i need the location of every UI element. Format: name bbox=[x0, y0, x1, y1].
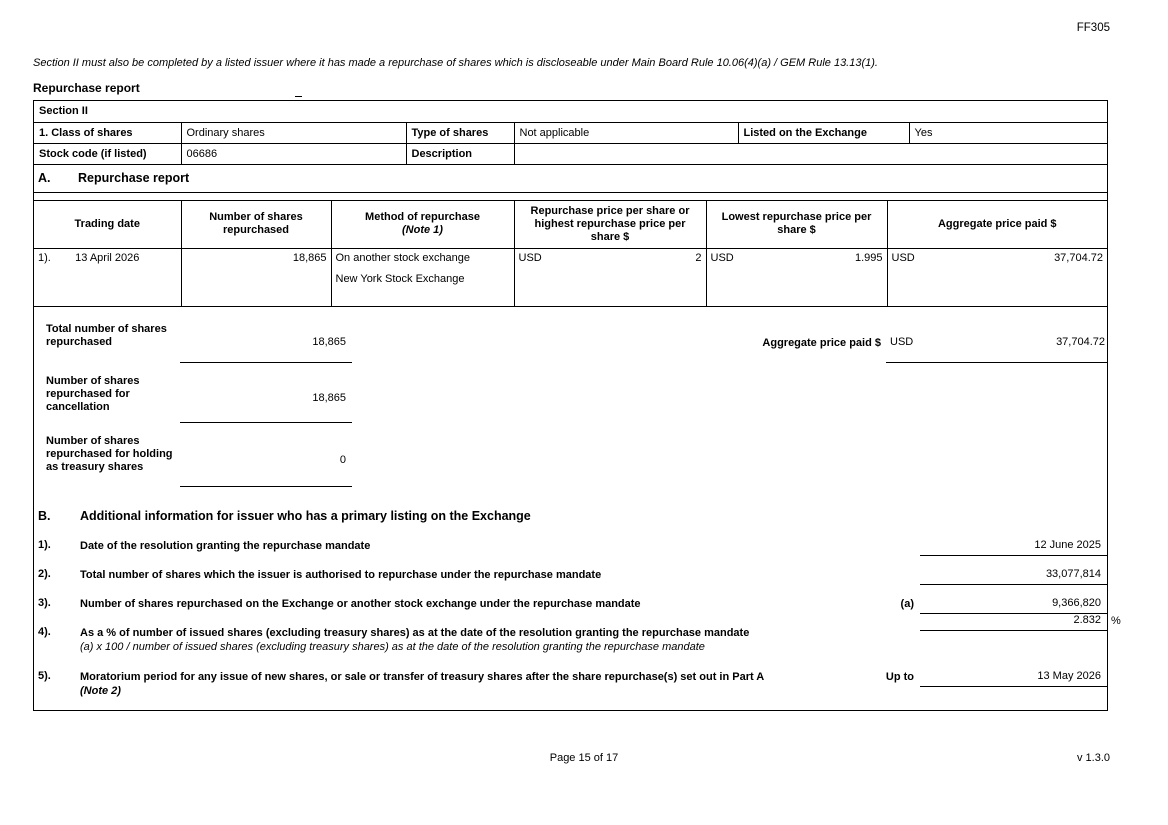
type-of-shares-label: Type of shares bbox=[406, 122, 514, 143]
part-b bbox=[34, 487, 1121, 710]
high-price-value: 2 bbox=[695, 251, 702, 264]
repurchase-report-form bbox=[33, 100, 1121, 711]
form-code: FF305 bbox=[1076, 22, 1110, 34]
cancellation-value: 18,865 bbox=[312, 392, 346, 404]
col-method: Method of repurchase (Note 1) bbox=[331, 200, 514, 248]
class-of-shares-value: Ordinary shares bbox=[181, 122, 406, 143]
class-of-shares-row bbox=[34, 122, 1107, 143]
total-shares-row bbox=[46, 323, 1107, 363]
item-2-index: 2). bbox=[38, 567, 51, 580]
part-a-totals bbox=[34, 307, 1107, 487]
version-label: v 1.3.0 bbox=[1076, 752, 1110, 764]
aggregate-paid-currency: USD bbox=[890, 336, 914, 348]
high-price-cell bbox=[514, 248, 706, 306]
trading-date-cell bbox=[34, 248, 181, 306]
item-1-label: Date of the resolution granting the repurchase mandate bbox=[80, 539, 371, 552]
listed-on-exchange-label: Listed on the Exchange bbox=[738, 122, 909, 143]
part-b-item-2 bbox=[34, 568, 1107, 585]
stock-code-label: Stock code (if listed) bbox=[34, 143, 181, 164]
item-4-field bbox=[920, 614, 1107, 631]
aggregate-paid-label: Aggregate price paid $ bbox=[762, 336, 881, 349]
trading-date-value: 13 April 2026 bbox=[75, 251, 140, 264]
low-price-cell bbox=[706, 248, 887, 306]
low-price-value: 1.995 bbox=[854, 251, 883, 264]
item-4-suffix: % bbox=[1111, 614, 1121, 627]
stock-code-value: 06686 bbox=[181, 143, 406, 164]
col-low-price: Lowest repurchase price per share $ bbox=[706, 200, 887, 248]
repurchase-table-header-row bbox=[34, 200, 1107, 248]
treasury-value: 0 bbox=[339, 454, 346, 466]
part-b-item-1 bbox=[34, 539, 1107, 556]
page-title: Repurchase report bbox=[33, 81, 140, 95]
description-value bbox=[514, 143, 1107, 164]
part-a-heading-text: Repurchase report bbox=[78, 171, 190, 185]
intro-note: Section II must also be completed by a listed issuer where it has made a repurchase of shares which is discloseable under Main Board Rule 10.06(4)(a) / GEM Rule 13.13(1). bbox=[33, 57, 878, 69]
item-5-field bbox=[920, 670, 1107, 687]
high-price-currency: USD bbox=[518, 251, 542, 264]
section2-header-row bbox=[34, 101, 1107, 122]
col-high-price: Repurchase price per share or highest repurchase price per share $ bbox=[514, 200, 706, 248]
item-4-label: As a % of number of issued shares (excluding treasury shares) as at the date of the resolution granting the repurchase mandate (a) x 100 / number of issued shares (excluding treasury shares) as at the date of the resolution granting the repurchase mandate bbox=[80, 626, 920, 654]
section2-table bbox=[34, 101, 1107, 165]
stray-mark bbox=[295, 96, 302, 97]
part-b-item-3 bbox=[34, 597, 1107, 614]
aggregate-value: 37,704.72 bbox=[1054, 251, 1103, 264]
item-1-index: 1). bbox=[38, 538, 51, 551]
col-trading-date: Trading date bbox=[34, 200, 181, 248]
item-2-label: Total number of shares which the issuer is authorised to repurchase under the repurchase mandate bbox=[80, 568, 602, 581]
treasury-field bbox=[180, 435, 352, 487]
method-detail: New York Stock Exchange bbox=[335, 272, 465, 285]
item-2-field bbox=[920, 568, 1107, 585]
col-method-note: (Note 1) bbox=[402, 224, 443, 236]
cancellation-row bbox=[46, 375, 1107, 423]
item-5-note: (Note 2) bbox=[80, 684, 121, 697]
total-shares-label: Total number of shares repurchased bbox=[46, 322, 167, 348]
aggregate-paid-value: 37,704.72 bbox=[1056, 336, 1105, 348]
part-b-item-5 bbox=[34, 670, 1107, 698]
item-3-index: 3). bbox=[38, 596, 51, 609]
method-value: On another stock exchange bbox=[335, 251, 471, 264]
section2-header: Section II bbox=[34, 101, 1107, 122]
shares-cell: 18,865 bbox=[181, 248, 331, 306]
part-b-heading bbox=[38, 509, 1107, 523]
treasury-row bbox=[46, 435, 1107, 487]
treasury-label: Number of shares repurchased for holding as treasury shares bbox=[46, 434, 173, 473]
repurchase-row-1 bbox=[34, 248, 1107, 306]
item-4-value: 2.832 bbox=[1073, 613, 1101, 626]
aggregate-price-cell bbox=[887, 248, 1107, 306]
cancellation-label: Number of shares repurchased for cancellation bbox=[46, 374, 140, 413]
cancellation-field bbox=[180, 375, 352, 423]
aggregate-currency: USD bbox=[891, 251, 915, 264]
listed-on-exchange-value: Yes bbox=[909, 122, 1107, 143]
item-4-sublabel: (a) x 100 / number of issued shares (excluding treasury shares) as at the date of the resolution granting the repurchase mandate bbox=[80, 640, 705, 653]
row-index: 1). bbox=[38, 251, 51, 264]
part-a-letter: A. bbox=[38, 171, 51, 185]
item-5-value: 13 May 2026 bbox=[1037, 669, 1101, 682]
part-a-heading bbox=[34, 165, 1107, 193]
item-2-value: 33,077,814 bbox=[1045, 567, 1101, 580]
part-b-letter: B. bbox=[38, 508, 51, 523]
item-5-marker: Up to bbox=[885, 670, 914, 683]
part-b-heading-text: Additional information for issuer who has a primary listing on the Exchange bbox=[80, 508, 531, 523]
item-4-index: 4). bbox=[38, 625, 51, 638]
stock-code-row bbox=[34, 143, 1107, 164]
item-3-label: Number of shares repurchased on the Exchange or another stock exchange under the repurchase mandate bbox=[80, 597, 641, 610]
item-1-field bbox=[920, 539, 1107, 556]
method-cell bbox=[331, 248, 514, 306]
item-3-field bbox=[920, 597, 1107, 614]
total-shares-value: 18,865 bbox=[312, 336, 346, 348]
total-shares-field bbox=[180, 323, 352, 363]
item-3-value: 9,366,820 bbox=[1052, 596, 1101, 609]
col-shares-repurchased: Number of shares repurchased bbox=[181, 200, 331, 248]
type-of-shares-value: Not applicable bbox=[514, 122, 738, 143]
repurchase-table bbox=[34, 200, 1107, 307]
part-b-item-4 bbox=[34, 613, 1121, 654]
col-aggregate-price: Aggregate price paid $ bbox=[887, 200, 1107, 248]
item-1-value: 12 June 2025 bbox=[1034, 538, 1101, 551]
item-3-marker: (a) bbox=[900, 597, 914, 610]
class-of-shares-label: 1. Class of shares bbox=[34, 122, 181, 143]
aggregate-paid-field bbox=[886, 323, 1107, 363]
item-5-label: Moratorium period for any issue of new shares, or sale or transfer of treasury shares after the share repurchase(s) set out in Part A (Note 2) bbox=[80, 670, 886, 698]
description-label: Description bbox=[406, 143, 514, 164]
item-5-index: 5). bbox=[38, 669, 51, 682]
page-number: Page 15 of 17 bbox=[549, 752, 619, 764]
low-price-currency: USD bbox=[710, 251, 734, 264]
